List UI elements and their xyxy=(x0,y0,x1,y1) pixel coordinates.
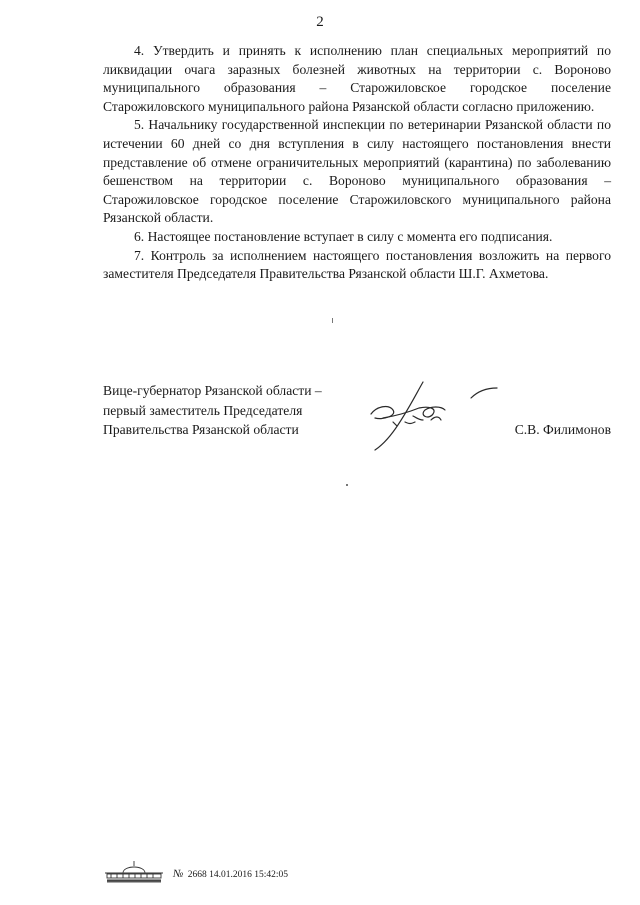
registration-text: 2668 14.01.2016 15:42:05 xyxy=(187,870,289,880)
registration-footer xyxy=(103,859,343,883)
paragraph-item-7: 7. Контроль за исполнением настоящего постановления возложить на первого заместителя Председателя Правительства Рязанской области Ш.Г. Ахметова. xyxy=(103,247,611,282)
paragraph-item-4: 4. Утвердить и принять к исполнению план специальных мероприятий по ликвидации очага заразных болезней животных на территории с. Вороново муниципального образования – Старожиловское городское поселение Старожиловского муниципального района Рязанской области согласно приложению. xyxy=(103,43,611,114)
scan-speck xyxy=(332,318,333,323)
signature-block xyxy=(103,381,611,451)
signatory-name: С.В. Филимонов xyxy=(514,422,611,437)
signatory-title-line: Правительства Рязанской области xyxy=(103,422,299,437)
page-number: 2 xyxy=(316,14,324,30)
registration-stamp xyxy=(173,868,288,880)
resolution-body xyxy=(103,42,611,284)
scan-speck xyxy=(346,484,348,486)
number-sign-icon: № xyxy=(173,868,184,880)
document-registry-logo-icon xyxy=(103,859,165,883)
signatory-title-line: Вице-губернатор Рязанской области – xyxy=(103,383,322,398)
paragraph-item-5: 5. Начальнику государственной инспекции по ветеринарии Рязанской области по истечении 60 дней со дня вступления в силу настоящего постановления внести представление об отмене ограничительных мероприятий (карантина) по заболеванию бешенством на территории с. Вороново муниципального образования – Старожиловское городское поселение Старожиловского муниципального района Рязанской области. xyxy=(103,117,611,226)
signatory-title-line: первый заместитель Председателя xyxy=(103,402,303,418)
handwritten-signature xyxy=(353,376,523,454)
paragraph-item-6: 6. Настоящее постановление вступает в силу с момента его подписания. xyxy=(134,228,553,244)
